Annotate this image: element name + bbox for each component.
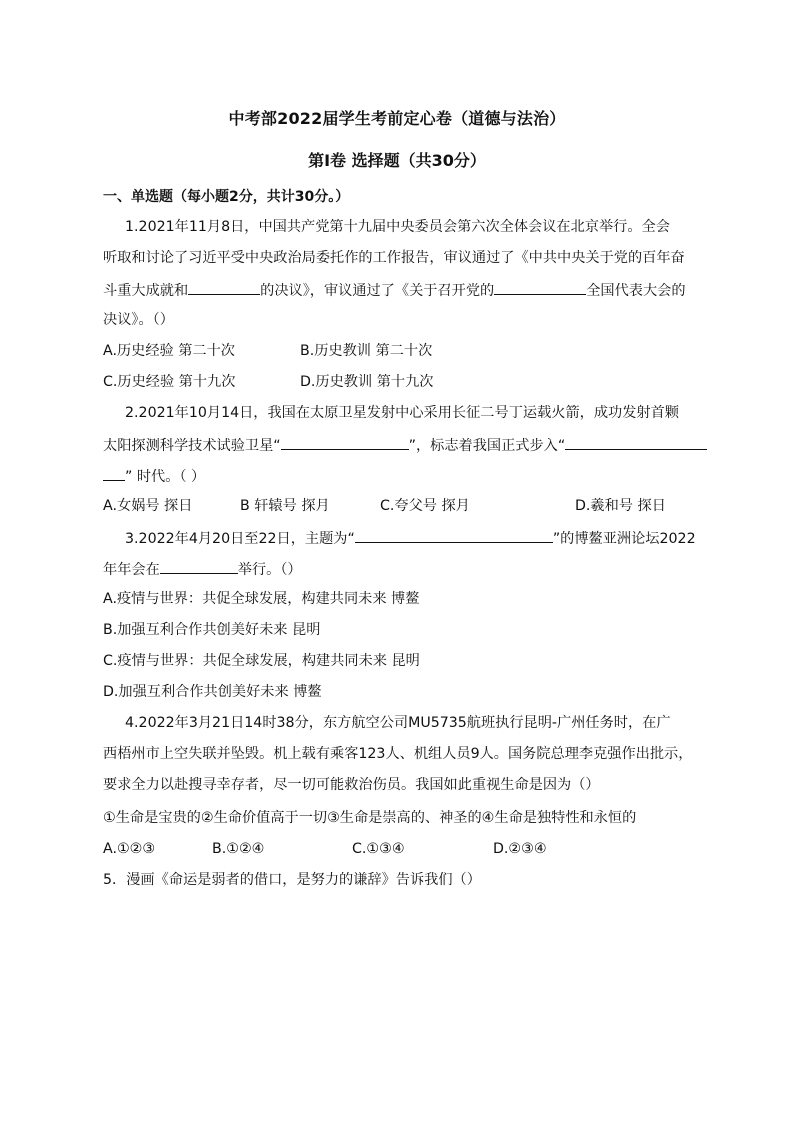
q3-line-1-part-a: 3.2022年4月20日至22日，主题为“ <box>125 531 355 547</box>
q3-option-c[interactable]: C.疫情与世界：共促全球发展，构建共同未来 昆明 <box>103 653 420 669</box>
q3-line-1 <box>125 527 696 549</box>
q3-line-2 <box>103 558 302 580</box>
q4-option-b[interactable]: B.①②④ <box>212 841 265 857</box>
q2-line-2-part-b: ”，标志着我国正式步入“ <box>408 438 566 454</box>
q1-line-1: 1.2021年11月8日，中国共产党第十九届中央委员会第六次全体会议在北京举行。全会 <box>125 219 670 235</box>
answer-blank[interactable] <box>281 434 409 450</box>
q2-line-3 <box>103 465 205 487</box>
q2-option-a[interactable]: A.女娲号 探日 <box>103 498 193 514</box>
q3-line-1-part-b: ”的博鳌亚洲论坛2022 <box>552 531 696 547</box>
q4-option-d[interactable]: D.②③④ <box>493 841 547 857</box>
q2-line-3-text: ” 时代。（ ） <box>125 469 206 485</box>
q3-option-d[interactable]: D.加强互利合作共创美好未来 博鳌 <box>103 684 322 700</box>
q4-line-3: 要求全力以赴搜寻幸存者，尽一切可能救治伤员。我国如此重视生命是因为（） <box>103 777 600 793</box>
q2-option-b[interactable]: B 轩辕号 探月 <box>240 498 330 514</box>
section-heading: 一、单选题（每小题2分，共计30分。） <box>103 189 350 205</box>
answer-blank[interactable] <box>188 279 260 295</box>
q1-line-2: 听取和讨论了习近平受中央政治局委托作的工作报告，审议通过了《中共中央关于党的百年奋 <box>103 250 685 266</box>
q4-line-2: 西梧州市上空失联并坠毁。机上载有乘客123人、机组人员9人。国务院总理李克强作出批示， <box>103 746 693 762</box>
q3-line-2-part-a: 年年会在 <box>103 562 160 578</box>
q1-line-3-part-a: 斗重大成就和 <box>103 283 189 299</box>
part-heading: 第Ⅰ卷 选择题（共30分） <box>308 151 486 170</box>
q2-line-1: 2.2021年10月14日，我国在太原卫星发射中心采用长征二号丁运载火箭，成功发射首颗 <box>125 405 679 421</box>
q1-line-4: 决议》。（） <box>103 312 174 328</box>
q1-line-3-part-c: 全国代表大会的 <box>586 283 686 299</box>
q1-line-3 <box>103 279 686 301</box>
q4-option-a[interactable]: A.①②③ <box>103 841 156 857</box>
q2-line-2-part-a: 太阳探测科学技术试验卫星“ <box>103 438 281 454</box>
q1-line-3-part-b: 的决议》，审议通过了《关于召开党的 <box>260 283 495 299</box>
q5-line-1: 5．漫画《命运是弱者的借口，是努力的谦辞》告诉我们（） <box>103 872 481 888</box>
answer-blank[interactable] <box>103 465 125 481</box>
q4-option-c[interactable]: C.①③④ <box>352 841 405 857</box>
q4-line-1: 4.2022年3月21日14时38分，东方航空公司MU5735航班执行昆明-广州任务时，在广 <box>125 715 671 731</box>
answer-blank[interactable] <box>160 558 238 574</box>
answer-blank[interactable] <box>565 434 707 450</box>
q3-option-b[interactable]: B.加强互利合作共创美好未来 昆明 <box>103 622 321 638</box>
page-title: 中考部2022届学生考前定心卷（道德与法治） <box>228 109 566 128</box>
q2-option-c[interactable]: C.夸父号 探月 <box>380 498 470 514</box>
answer-blank[interactable] <box>494 279 586 295</box>
q3-option-a[interactable]: A.疫情与世界：共促全球发展，构建共同未来 博鳌 <box>103 591 420 607</box>
q1-option-d[interactable]: D.历史教训 第十九次 <box>300 374 434 390</box>
q2-option-d[interactable]: D.羲和号 探日 <box>575 498 666 514</box>
q1-option-a[interactable]: A.历史经验 第二十次 <box>103 343 235 359</box>
q1-option-c[interactable]: C.历史经验 第十九次 <box>103 374 236 390</box>
q2-line-2 <box>103 434 707 456</box>
answer-blank[interactable] <box>355 527 553 543</box>
q1-option-b[interactable]: B.历史教训 第二十次 <box>300 343 433 359</box>
q3-line-2-part-b: 举行。（） <box>237 562 302 578</box>
q4-statements: ①生命是宝贵的②生命价值高于一切③生命是崇高的、神圣的④生命是独特性和永恒的 <box>103 810 637 826</box>
